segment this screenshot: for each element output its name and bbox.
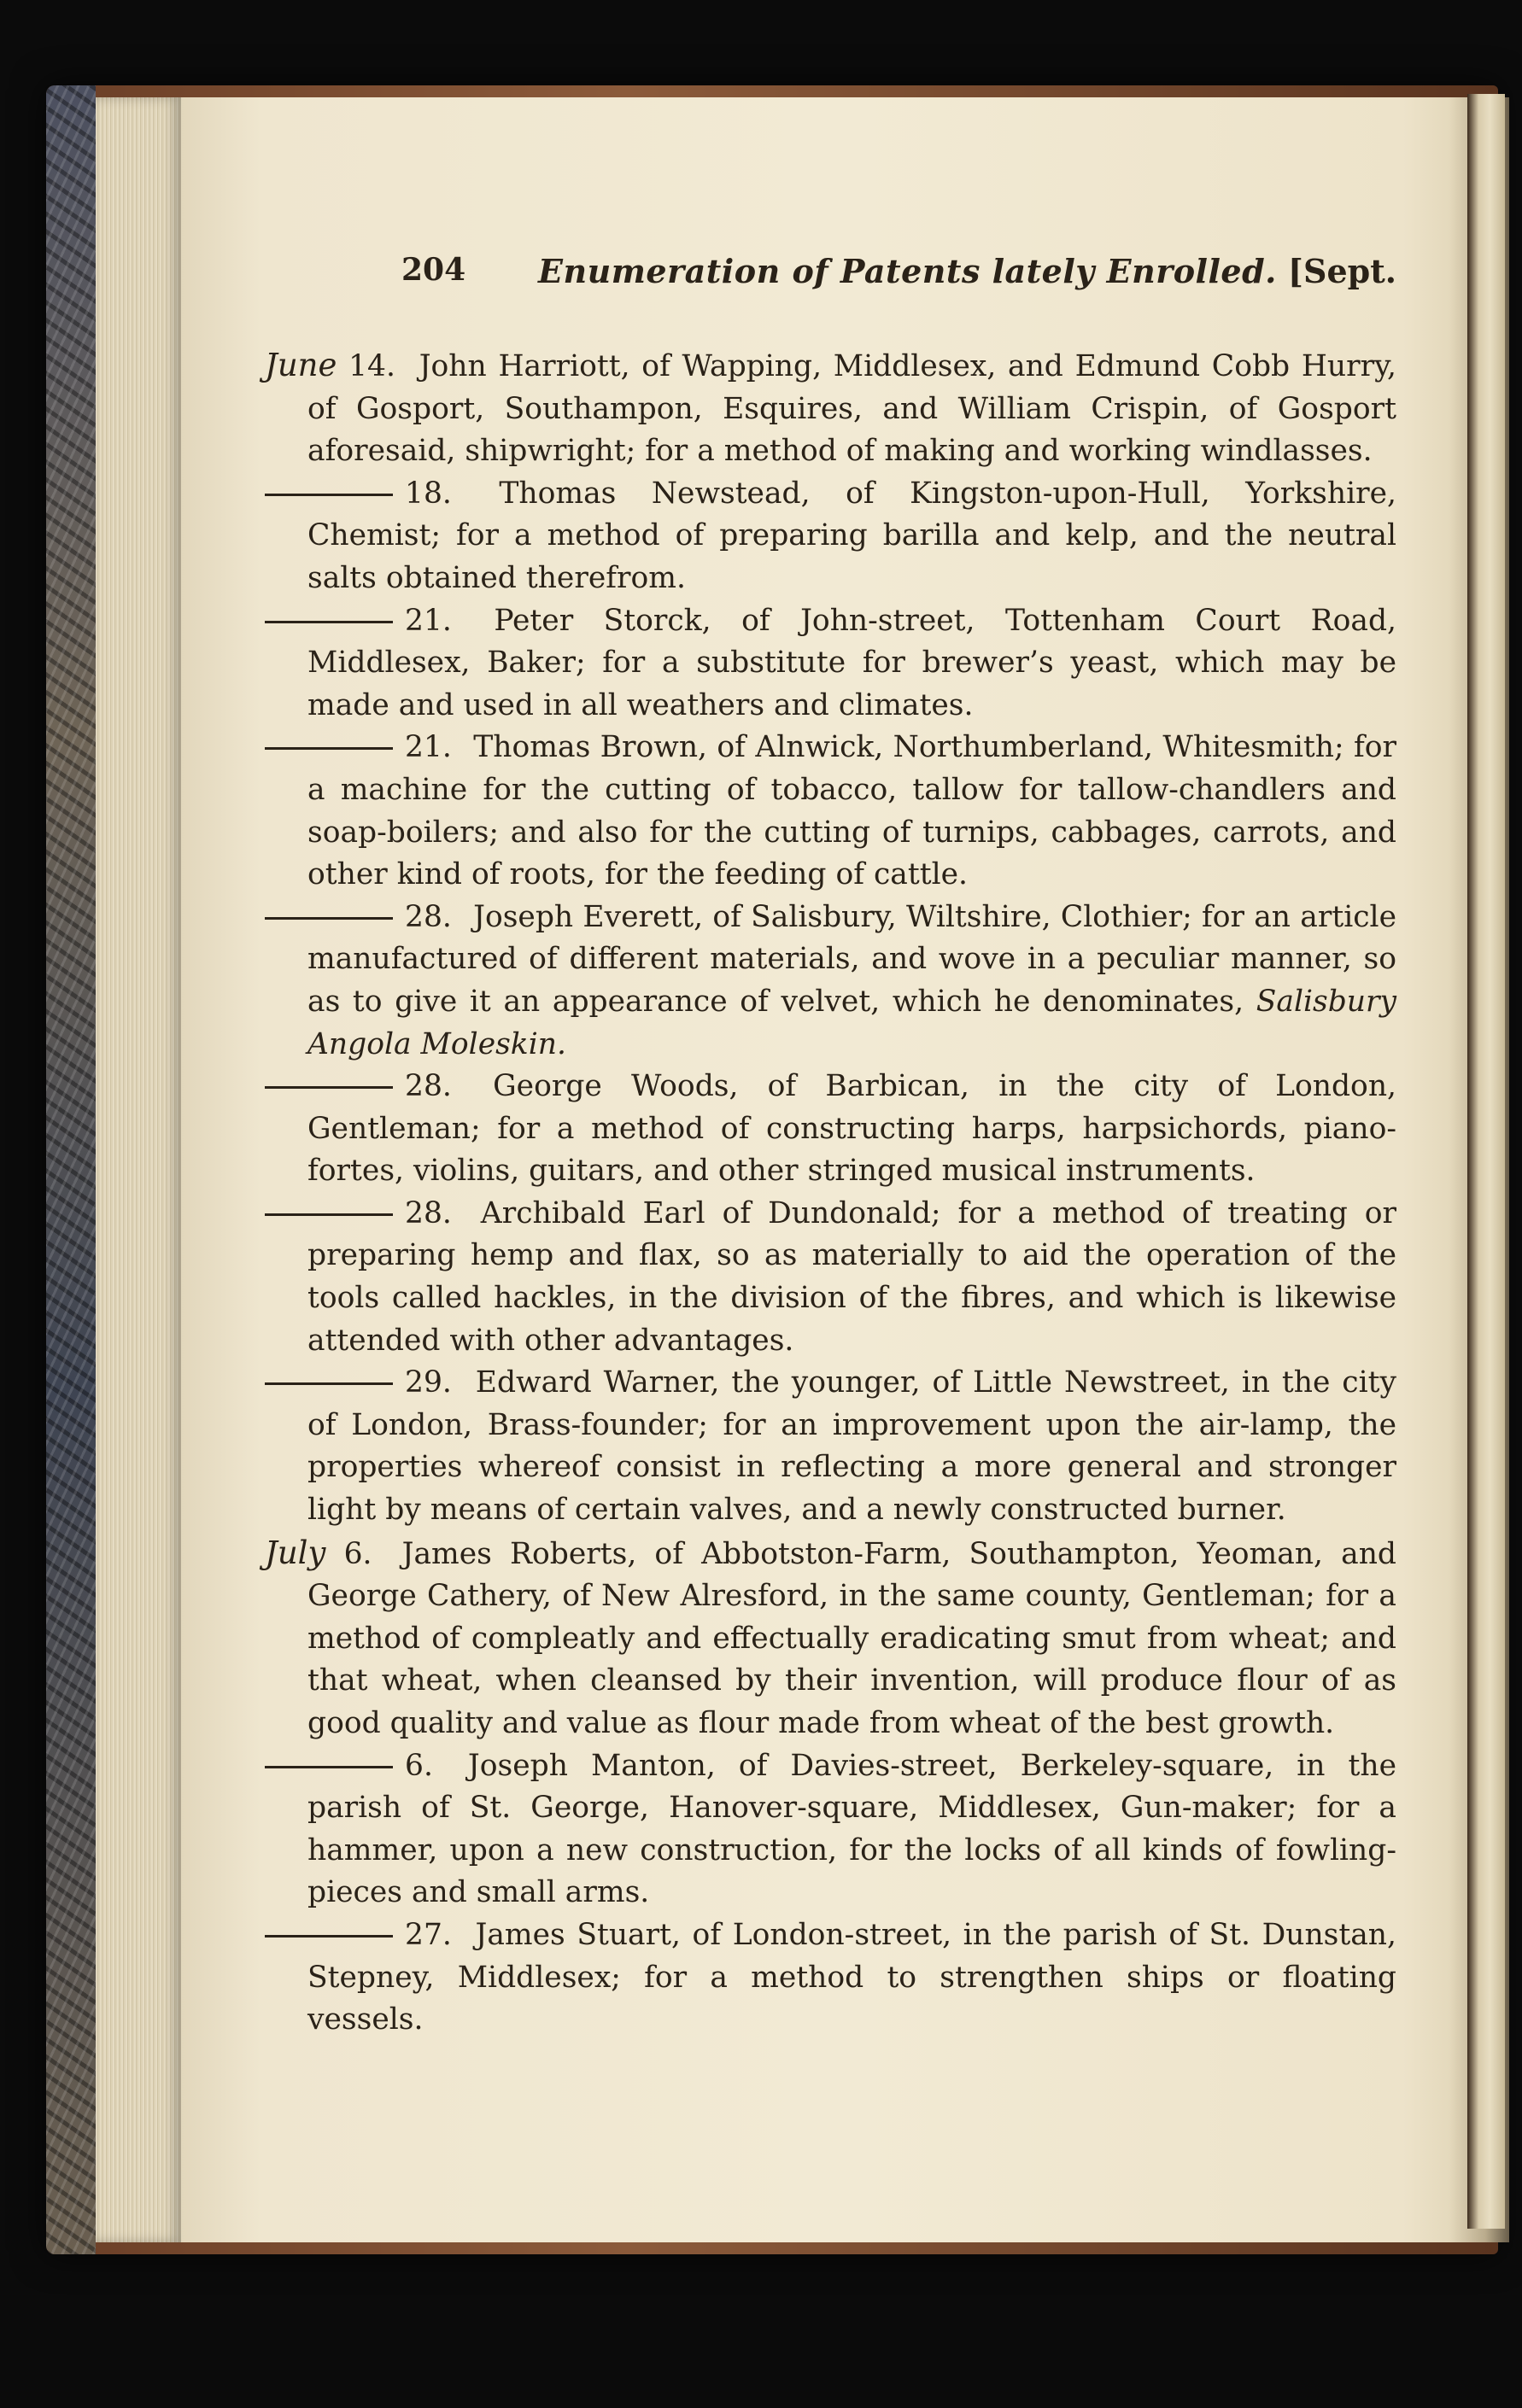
entry-text: James Stuart, of London-street, in the parish of St. Dunstan, Stepney, Middlesex; for a method to strengthen ships or floating vessels.	[307, 1917, 1396, 2037]
page-text	[265, 252, 1396, 2042]
entry-day: 6.	[405, 1748, 433, 1783]
patent-entry	[307, 1362, 1396, 1531]
patent-entry	[307, 897, 1396, 1066]
entry-text: George Woods, of Barbican, in the city of London, Gentleman; for a method of constructing harps, harpsichords, piano-fortes, violins, guitars, and other stringed musical instruments.	[307, 1069, 1397, 1189]
patent-entry	[265, 344, 1397, 473]
entry-text: Archibald Earl of Dundonald; for a method of treating or preparing hemp and flax, so as materially to aid the operation of the tools called hackles, in the division of the fibres, and which is likewise attended with other advantages.	[307, 1195, 1396, 1358]
entry-day: 21.	[405, 730, 452, 765]
entry-text: Joseph Manton, of Davies-street, Berkeley-square, in the parish of St. George, Hanover-square, Middlesex, Gun-maker; for a hammer, upon a new construction, for the locks of all kinds of fowling-pieces and small arms.	[307, 1748, 1397, 1910]
patent-entry	[307, 727, 1396, 896]
patent-entry	[307, 1193, 1396, 1362]
patent-entry	[307, 600, 1396, 728]
ditto-rule	[265, 621, 393, 623]
patent-entry	[307, 1914, 1396, 2042]
running-month: [Sept.	[1288, 252, 1396, 290]
entry-text: James Roberts, of Abbotston-Farm, Southampton, Yeoman, and George Cathery, of New Alresford, in the same county, Gentleman; for a method of compleatly and effectually eradicating smut from wheat; and that wheat, when cleansed by their invention, will produce flour of as good quality and value as flour made from wheat of the best growth.	[307, 1536, 1397, 1740]
entry-text: Thomas Newstead, of Kingston-upon-Hull, Yorkshire, Chemist; for a method of preparing barilla and kelp, and the neutral salts obtained therefrom.	[307, 476, 1396, 595]
ditto-rule	[265, 1382, 393, 1385]
patent-entry	[307, 1066, 1396, 1193]
page-stack-edge	[96, 97, 181, 2242]
ditto-rule	[265, 1086, 393, 1089]
entry-italic-name: Salisbury Angola Moleskin.	[307, 984, 1396, 1061]
page-number: 204	[401, 252, 466, 288]
entry-day: 14.	[348, 349, 395, 383]
facing-page-edge	[1467, 94, 1505, 2229]
ditto-rule	[265, 1766, 393, 1768]
entry-text: Thomas Brown, of Alnwick, Northumberland, Whitesmith; for a machine for the cutting of tobacco, tallow for tallow-chandlers and soap-boilers; and also for the cutting of turnips, cabbages, carrots, and other kind of roots, for the feeding of cattle.	[307, 730, 1397, 892]
entry-text: Joseph Everett, of Salisbury, Wiltshire, Clothier; for an article manufactured of different materials, and wove in a peculiar manner, so as to give it an appearance of velvet, which he denominates,	[307, 899, 1396, 1019]
entry-day: 29.	[405, 1365, 452, 1400]
entry-day: 28.	[405, 1069, 452, 1104]
entry-day: 18.	[405, 476, 452, 511]
entry-day: 28.	[405, 1195, 452, 1230]
ditto-rule	[265, 494, 393, 496]
entry-day: 6.	[343, 1536, 372, 1571]
ditto-rule	[265, 1213, 393, 1216]
running-title: Enumeration of Patents lately Enrolled.	[538, 252, 1277, 290]
patent-entry	[307, 473, 1396, 600]
ditto-rule	[265, 747, 393, 750]
patent-entry	[265, 1532, 1397, 1745]
entry-text: Peter Storck, of John-street, Tottenham Court Road, Middlesex, Baker; for a substitute for brewer’s yeast, which may be made and used in all weathers and climates.	[307, 603, 1396, 722]
entry-day: 27.	[405, 1917, 452, 1952]
entry-day: 21.	[405, 603, 452, 638]
entry-month: July	[265, 1534, 326, 1571]
ditto-rule	[265, 917, 393, 920]
entry-text: John Harriott, of Wapping, Middlesex, and Edmund Cobb Hurry, of Gosport, Southampon, Esquires, and William Crispin, of Gosport aforesaid, shipwright; for a method of making and working windlasses.	[307, 349, 1397, 469]
entry-month: June	[265, 347, 337, 383]
patent-entry	[307, 1745, 1396, 1914]
entry-day: 28.	[405, 899, 452, 934]
running-header	[401, 252, 1396, 303]
entry-text: Edward Warner, the younger, of Little Newstreet, in the city of London, Brass-founder; for an improvement upon the air-lamp, the properties whereof consist in reflecting a more general and stronger light by means of certain valves, and a newly constructed burner.	[307, 1365, 1396, 1528]
ditto-rule	[265, 1935, 393, 1938]
marbled-cover-edge	[46, 85, 96, 2254]
